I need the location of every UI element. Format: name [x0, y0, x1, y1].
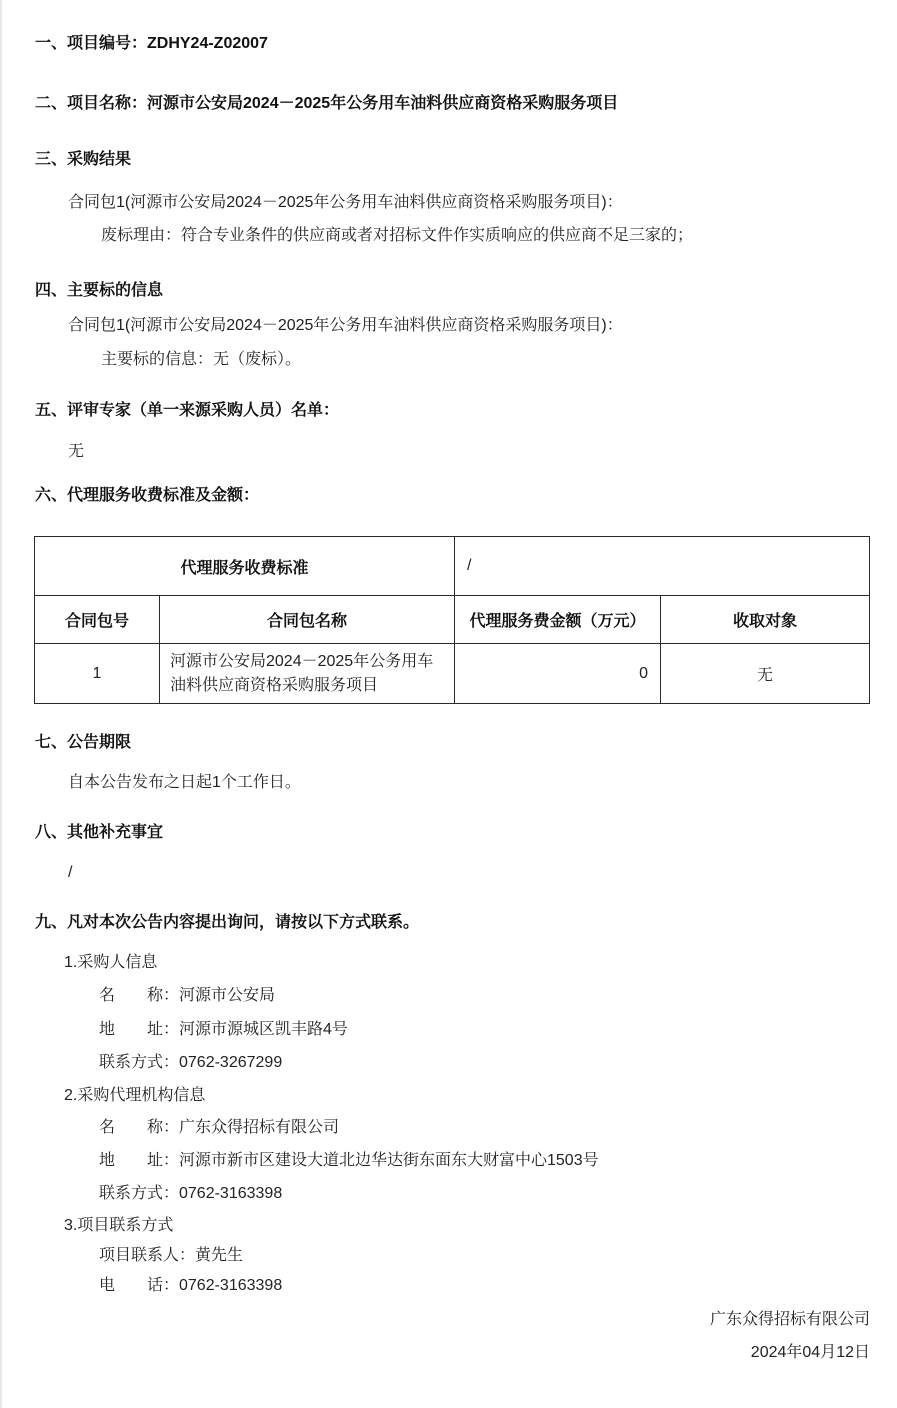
section3-reason-line: 废标理由：符合专业条件的供应商或者对招标文件作实质响应的供应商不足三家的； [101, 227, 694, 244]
project-contact-title: 3.项目联系方式 [64, 1217, 174, 1234]
section3-package-line: 合同包1(河源市公安局2024－2025年公务用车油料供应商资格采购服务项目)： [68, 194, 623, 211]
table-row [35, 644, 870, 704]
section5-heading: 五、评审专家（单一来源采购人员）名单： [35, 402, 340, 419]
fee-standard-label-cell: 代理服务收费标准 [35, 537, 455, 596]
project-contact-person: 项目联系人：黄先生 [99, 1247, 244, 1264]
purchaser-address: 地 址：河源市源城区凯丰路4号 [99, 1021, 348, 1038]
cell-charge-target: 无 [661, 644, 870, 704]
section4-package-line: 合同包1(河源市公安局2024－2025年公务用车油料供应商资格采购服务项目)： [68, 317, 623, 334]
section9-heading: 九、凡对本次公告内容提出询问，请按以下方式联系。 [35, 914, 420, 931]
agency-name: 名 称：广东众得招标有限公司 [99, 1119, 340, 1136]
agency-contact: 联系方式：0762-3163398 [99, 1185, 283, 1202]
section3-heading: 三、采购结果 [35, 151, 132, 168]
agency-title: 2.采购代理机构信息 [64, 1087, 206, 1104]
agency-fee-table [34, 536, 870, 704]
col-header-package-no: 合同包号 [35, 596, 160, 644]
purchaser-name: 名 称：河源市公安局 [99, 987, 276, 1004]
col-header-charge-target: 收取对象 [661, 596, 870, 644]
section2-heading: 二、项目名称：河源市公安局2024－2025年公务用车油料供应商资格采购服务项目 [35, 95, 619, 112]
footer-date: 2024年04月12日 [750, 1344, 870, 1361]
section8-content: / [68, 864, 73, 881]
purchaser-title: 1.采购人信息 [64, 954, 158, 971]
footer-company: 广东众得招标有限公司 [709, 1311, 870, 1328]
section7-heading: 七、公告期限 [35, 734, 132, 751]
cell-package-no: 1 [35, 644, 160, 704]
section1-heading: 一、项目编号：ZDHY24-Z02007 [35, 35, 268, 52]
col-header-package-name: 合同包名称 [160, 596, 455, 644]
section4-info-line: 主要标的信息：无（废标）。 [101, 351, 302, 368]
section4-heading: 四、主要标的信息 [35, 282, 164, 299]
section8-heading: 八、其他补充事宜 [35, 824, 164, 841]
section6-heading: 六、代理服务收费标准及金额： [35, 487, 260, 504]
project-contact-phone: 电 话：0762-3163398 [99, 1277, 283, 1294]
section7-content: 自本公告发布之日起1个工作日。 [68, 774, 301, 791]
cell-fee-amount: 0 [455, 644, 661, 704]
purchaser-contact: 联系方式：0762-3267299 [99, 1054, 283, 1071]
cell-package-name: 河源市公安局2024－2025年公务用车油料供应商资格采购服务项目 [160, 644, 455, 704]
fee-standard-value-cell: / [455, 537, 870, 596]
agency-address: 地 址：河源市新市区建设大道北边华达街东面东大财富中心1503号 [99, 1152, 599, 1169]
col-header-fee-amount: 代理服务费金额（万元） [455, 596, 661, 644]
section5-content: 无 [68, 443, 85, 460]
